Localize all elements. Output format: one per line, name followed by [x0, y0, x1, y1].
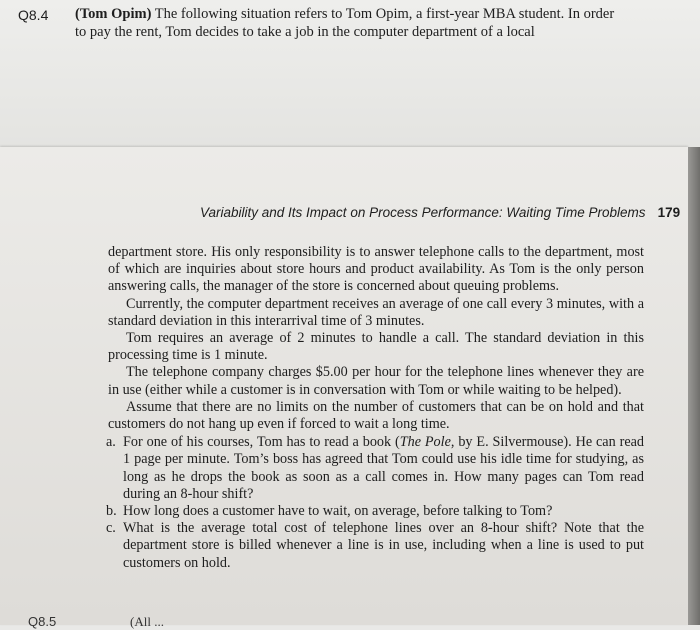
upper-page: [0, 0, 700, 147]
running-title: Variability and Its Impact on Process Performance: Waiting Time Problems: [200, 205, 646, 220]
paragraph-3: Tom requires an average of 2 minutes to handle a call. The standard deviation in this processing time is 1 minute.: [108, 330, 644, 364]
question-intro-text: The following situation refers to Tom Opim, a first-year MBA student. In order to pay the rent, Tom decides to take a job in the computer department of a local: [75, 6, 615, 40]
running-header: [200, 205, 681, 220]
paragraph-2: Currently, the computer department receives an average of one call every 3 minutes, with a standard deviation in this interarrival time of 3 minutes.: [108, 295, 644, 329]
item-c-label: c.: [106, 520, 116, 537]
item-c: [108, 520, 644, 572]
question-title: (Tom Opim): [75, 6, 152, 22]
paragraph-1: department store. His only responsibility is to answer telephone calls to the department, most of which are inquiries about store hours and product availability. As Tom is the only person answering calls, the manager of the store is concerned about queuing problems.: [108, 244, 644, 295]
question-number: Q8.4: [18, 7, 49, 23]
paragraph-4: The telephone company charges $5.00 per hour for the telephone lines whenever they are in use (either while a customer is in conversation with Tom or while waiting to be helped).: [108, 364, 644, 398]
item-b: [108, 503, 644, 520]
question-intro: [75, 5, 615, 41]
item-a-text-before: For one of his courses, Tom has to read a book (: [123, 434, 400, 451]
item-a-label: a.: [106, 434, 116, 451]
item-a-text-after: , by E. Silvermouse). He can read 1 page per minute. Tom’s boss has agreed that Tom could use his idle time for studying, as long as he drops the book as soon as a call comes in. How many pages can Tom read during an 8-hour shift?: [123, 434, 645, 502]
item-a: [108, 434, 644, 503]
next-question-number: Q8.5: [28, 614, 57, 629]
item-b-label: b.: [106, 503, 117, 520]
problem-body: [108, 244, 644, 572]
item-c-text: What is the average total cost of telephone lines over an 8-hour shift? Note that the department store is billed whenever a line is in use, including when a line is used to put customers on hold.: [123, 520, 644, 571]
question-items: [108, 434, 644, 572]
item-a-book-title: The Pole: [399, 434, 451, 451]
page-number: 179: [657, 205, 681, 220]
page-edge-shadow: [688, 147, 700, 625]
next-question-fragment: (All ...: [130, 614, 164, 629]
item-b-text: How long does a customer have to wait, on average, before talking to Tom?: [123, 503, 553, 520]
paragraph-5: Assume that there are no limits on the number of customers that can be on hold and that customers do not hang up even if forced to wait a long time.: [108, 398, 644, 433]
